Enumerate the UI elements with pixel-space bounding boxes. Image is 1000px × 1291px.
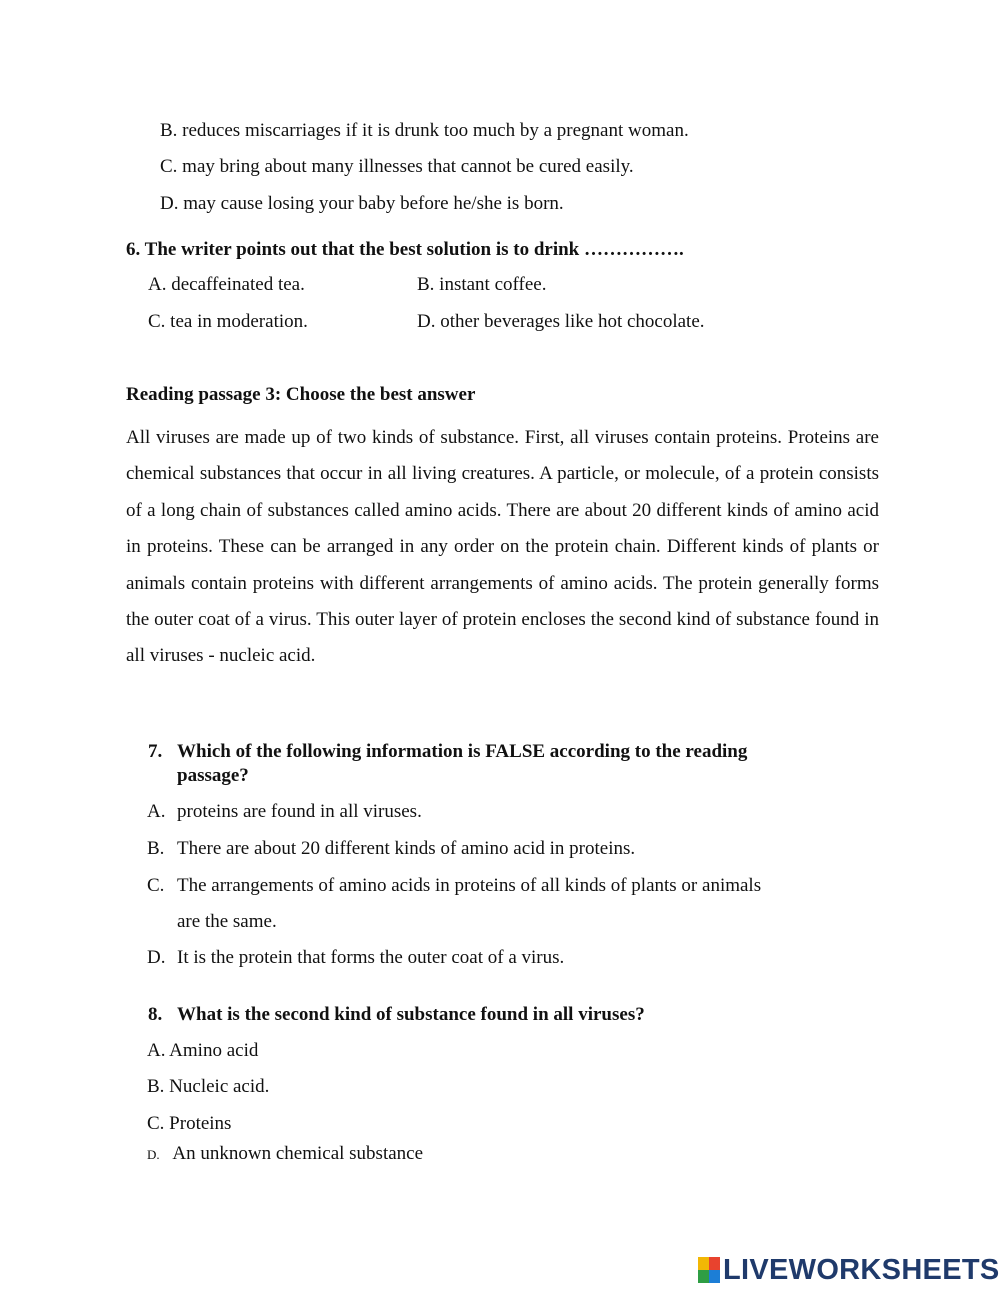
q7-option-c-line2: are the same. <box>177 911 277 932</box>
logo-mark-square-2 <box>709 1257 720 1270</box>
q6-option-b: B. instant coffee. <box>417 274 547 295</box>
q8-option-a: A. Amino acid <box>147 1040 259 1061</box>
q5-option-d: D. may cause losing your baby before he/she is born. <box>160 193 564 214</box>
q8-option-b: B. Nucleic acid. <box>147 1076 270 1097</box>
passage-text: All viruses are made up of two kinds of substance. First, all viruses contain proteins. Proteins are chemical substances that occur in all living creatures. A particle, or molecule, of a protein consists of a long chain of substances called amino acids. There are about 20 different kinds of amino acid in proteins. These can be arranged in any order on the protein chain. Different kinds of plants or animals contain proteins with different arrangements of amino acids. The protein generally forms the outer coat of a virus. This outer layer of protein encloses the second kind of substance found in all viruses - nucleic acid. <box>126 427 879 667</box>
logo-mark-square-3 <box>698 1270 709 1283</box>
logo-mark-icon <box>698 1257 720 1283</box>
q8-number: 8. <box>148 1004 163 1025</box>
q6-option-a: A. decaffeinated tea. <box>148 274 305 295</box>
q8-option-d-row <box>147 1142 423 1167</box>
q8-option-d-letter: D. <box>147 1147 160 1162</box>
q7-question-line2: passage? <box>177 765 249 786</box>
q8-option-d: An unknown chemical substance <box>172 1143 424 1164</box>
logo-text: LIVEWORKSHEETS <box>723 1253 1000 1286</box>
q7-option-b-letter: B. <box>147 838 165 859</box>
q6-option-c: C. tea in moderation. <box>148 311 308 332</box>
q7-option-d: It is the protein that forms the outer coat of a virus. <box>177 947 565 968</box>
q6-question: 6. The writer points out that the best solution is to drink ……………. <box>126 239 684 260</box>
q7-question-line1: Which of the following information is FALSE according to the reading <box>177 741 748 762</box>
q7-number: 7. <box>148 741 163 762</box>
passage-heading: Reading passage 3: Choose the best answer <box>126 384 476 405</box>
q5-option-c: C. may bring about many illnesses that cannot be cured easily. <box>160 156 634 177</box>
q7-question <box>177 740 857 788</box>
liveworksheets-logo <box>698 1254 1000 1286</box>
logo-mark-square-4 <box>709 1270 720 1283</box>
q8-option-c: C. Proteins <box>147 1113 232 1134</box>
q7-option-a-letter: A. <box>147 801 166 822</box>
q8-question: What is the second kind of substance found in all viruses? <box>177 1004 645 1025</box>
logo-mark-square-1 <box>698 1257 709 1270</box>
q5-option-b: B. reduces miscarriages if it is drunk too much by a pregnant woman. <box>160 120 689 141</box>
q7-option-c-line1: The arrangements of amino acids in proteins of all kinds of plants or animals <box>177 875 762 896</box>
q7-option-b: There are about 20 different kinds of amino acid in proteins. <box>177 838 636 859</box>
q7-option-d-letter: D. <box>147 947 166 968</box>
q7-option-c-letter: C. <box>147 875 165 896</box>
q7-option-a: proteins are found in all viruses. <box>177 801 422 822</box>
q6-option-d: D. other beverages like hot chocolate. <box>417 311 705 332</box>
